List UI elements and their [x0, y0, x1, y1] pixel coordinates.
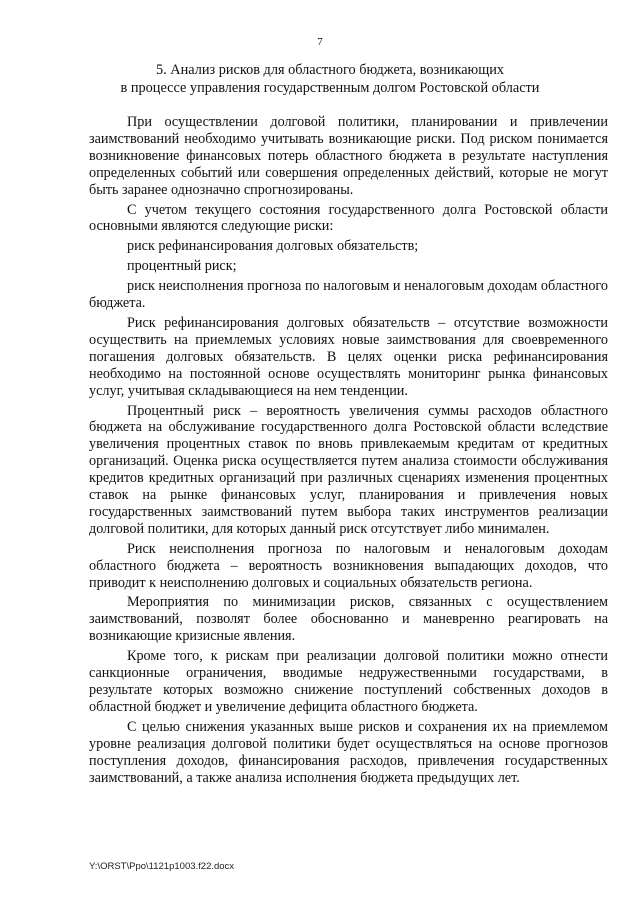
- list-item-revenue-forecast-risk: риск неисполнения прогноза по налоговым и неналоговым доходам областного бюджета.: [89, 278, 608, 312]
- paragraph-revenue-forecast-risk: Риск неисполнения прогноза по налоговым и неналоговым доходам областного бюджета – вероятность возникновения выпадающих доходов, что приводит к неисполнению долговых и социальных обязательств региона.: [89, 540, 608, 591]
- list-item-interest-risk: процентный риск;: [127, 258, 237, 275]
- paragraph-main-risks-intro: С учетом текущего состояния государственного долга Ростовской области основными являются следующие риски:: [89, 201, 608, 235]
- page-number: 7: [317, 36, 323, 48]
- footer-file-path: Y:\ORST\Ppo\1121p1003.f22.docx: [89, 861, 235, 872]
- section-heading-line-1: 5. Анализ рисков для областного бюджета, возникающих: [155, 62, 505, 78]
- paragraph-risk-minimization: Мероприятия по минимизации рисков, связанных с осуществлением заимствований, позволят более обоснованно и маневренно реагировать на возникающие кризисные явления.: [89, 594, 608, 645]
- list-item-refinancing-risk: риск рефинансирования долговых обязательств;: [127, 238, 419, 255]
- paragraph-risk-reduction: С целью снижения указанных выше рисков и сохранения их на приемлемом уровне реализация долговой политики будет осуществляться на основе прогнозов поступления доходов, финансирования расходов, привлечения государственных заимствований, а также анализа исполнения бюджета предыдущих лет.: [89, 718, 608, 786]
- paragraph-sanctions: Кроме того, к рискам при реализации долговой политики можно отнести санкционные ограничения, вводимые недружественными государствами, в результате которых возможно снижение поступлений собственных доходов в областной бюджет и увеличение дефицита областного бюджета.: [89, 648, 608, 715]
- section-heading: [60, 61, 600, 97]
- document-body: [89, 114, 608, 786]
- section-heading-line-2: в процессе управления государственным долгом Ростовской области: [120, 80, 540, 96]
- paragraph-interest-risk: Процентный риск – вероятность увеличения суммы расходов областного бюджета на обслуживание государственного долга Ростовской области вследствие увеличения процентных ставок по вновь привлекаемым кредитам от кредитных организаций. Оценка риска осуществляется путем анализа стоимости обслуживания кредитов кредитных организаций при различных сценариях изменения процентных ставок на рынке финансовых услуг, планирования и привлечения новых государственных заимствований путем выбора таких инструментов реализации долговой политики, для которых данный риск отсутствует либо минимален.: [89, 402, 608, 537]
- paragraph-risk-definition: При осуществлении долговой политики, планировании и привлечении заимствований необходимо учитывать возникающие риски. Под риском понимается возникновение финансовых потерь областного бюджета в результате наступления определенных событий или совершения определенных действий, которые не могут быть заранее однозначно спрогнозированы.: [89, 114, 608, 198]
- paragraph-refinancing-risk: Риск рефинансирования долговых обязательств – отсутствие возможности осуществить на приемлемых условиях новые заимствования для своевременного погашения долговых обязательств. В целях оценки риска рефинансирования необходимо на постоянной основе осуществлять мониторинг рынка финансовых услуг, учитывая складывающиеся на нем тенденции.: [89, 314, 608, 399]
